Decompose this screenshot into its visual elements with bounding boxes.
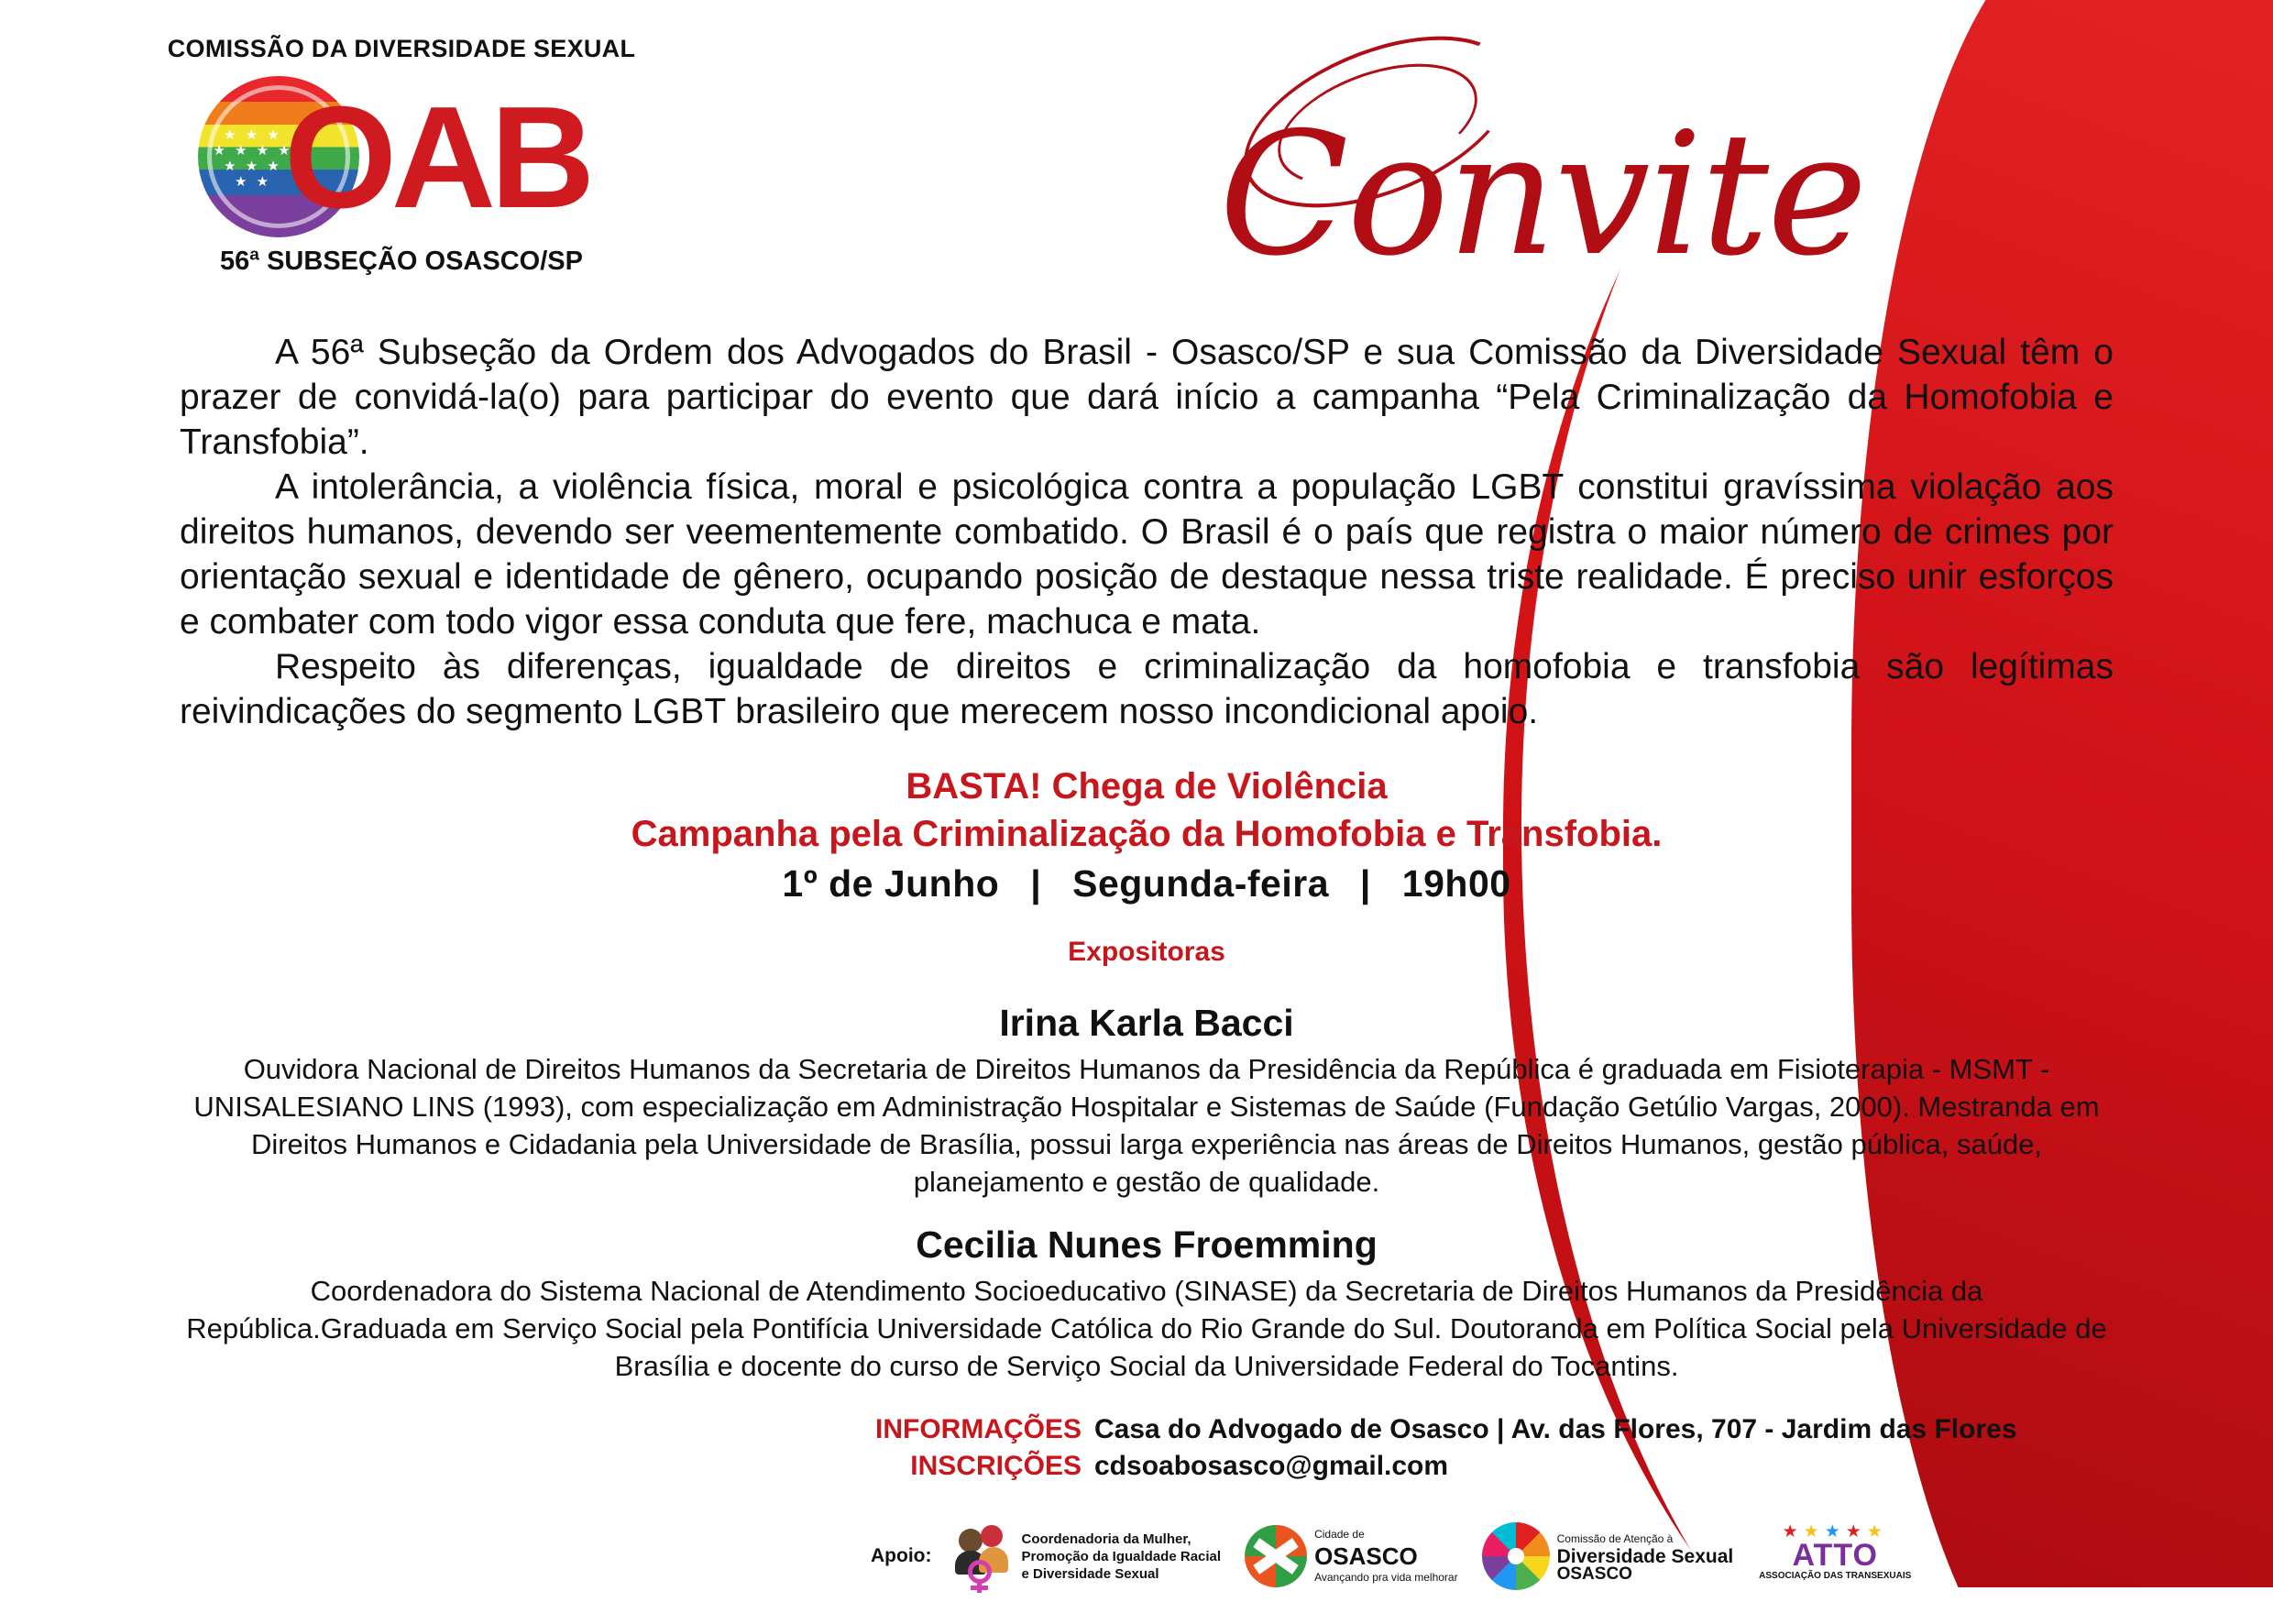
color-wheel-icon (1482, 1522, 1550, 1590)
sponsor-line-3: e Diversidade Sexual (1021, 1565, 1159, 1582)
sponsor-coordenadoria-mulher (955, 1523, 1221, 1589)
campaign-highlight (180, 763, 2114, 909)
sponsor-text (1314, 1526, 1458, 1586)
atto-logo-icon (1757, 1521, 1913, 1591)
atto-name: ATTO (1792, 1538, 1878, 1573)
speaker-name: Cecilia Nunes Froemming (916, 1223, 1378, 1266)
women-diversity-icon (955, 1523, 1012, 1589)
title-word: Convite (1219, 95, 1866, 293)
logo-bottom-text: 56ª SUBSEÇÃO OSASCO/SP (220, 247, 583, 276)
body-paragraph-3: Respeito às diferenças, igualdade de direitos e criminalização da homofobia e transfobia são legítimas reivindicações do segmento LGBT brasileiro que merecem nosso incondicional apoio. (180, 647, 2114, 731)
info-row-registration (825, 1448, 2126, 1485)
sponsor-prefeitura-osasco (1245, 1525, 1458, 1587)
speaker-bio: Ouvidora Nacional de Direitos Humanos da Secretaria de Direitos Humanos da Presidência da República é graduada em Fisioterapia - MSMT - UNISALESIANO LINS (1993), com especialização em Administração Hospitalar e Sistemas de Saúde (Fundação Getúlio Vargas, 2000). Mestranda em Direitos Humanos e Cidadania pela Universidade de Brasília, possui larga experiência nas áreas de Direitos Humanos, gestão pública, saúde, planejamento e gestão de qualidade. (193, 1053, 2100, 1198)
sponsor-line-2: Promoção da Igualdade Racial (1021, 1548, 1222, 1564)
osasco-city-icon (1245, 1525, 1307, 1587)
invitation-body (180, 330, 2114, 734)
logo-mark (172, 69, 631, 243)
sponsor-line-1: Comissão de Atenção à (1556, 1531, 1674, 1545)
sponsor-text (1021, 1531, 1221, 1583)
speakers-heading: Expositoras (1068, 937, 1225, 967)
info-label-inscricoes: INSCRIÇÕES (910, 1451, 1082, 1481)
oab-logo (163, 35, 640, 277)
info-value-email[interactable]: cdsoabosasco@gmail.com (1094, 1451, 1449, 1481)
speaker-name: Irina Karla Bacci (999, 1002, 1294, 1044)
atto-sub-1: ASSOCIAÇÃO DAS TRANSEXUAIS (1759, 1571, 1912, 1581)
sponsor-comissao-diversidade (1482, 1522, 1734, 1590)
body-paragraph-1: A 56ª Subseção da Ordem dos Advogados do Brasil - Osasco/SP e sua Comissão da Diversidade Sexual têm o prazer de convidá-la(o) para participar do evento que dará início a campanha “Pela Criminalização da Homofobia e Transfobia”. (180, 333, 2114, 462)
sponsor-line-3: OSASCO (1556, 1564, 1632, 1584)
sponsor-line-3: Avançando pra vida melhorar (1314, 1571, 1458, 1584)
contact-info (825, 1411, 2126, 1485)
sponsor-text (1557, 1531, 1734, 1583)
sponsor-line-1: Cidade de (1314, 1528, 1365, 1541)
apoio-label: Apoio: (871, 1545, 932, 1566)
sponsor-line-2: OSASCO (1314, 1542, 1418, 1570)
event-weekday: Segunda-feira (1072, 862, 1329, 905)
page-title-convite (1210, 55, 1943, 293)
campaign-slogan: BASTA! Chega de Violência (906, 766, 1388, 807)
oab-letters: OAB (284, 77, 590, 238)
stars-decoration: ★ ★ ★ ★ ★ ★ ★ ★ ★ ★ ★ ★ (213, 127, 293, 190)
datetime-separator-1: | (1030, 862, 1042, 905)
atto-stars: ★★★★★ (1782, 1522, 1888, 1542)
speaker-entry (180, 997, 2114, 1201)
datetime-separator-2: | (1359, 862, 1371, 905)
event-datetime (180, 858, 2114, 909)
campaign-name: Campanha pela Criminalização da Homofobia e Transfobia. (631, 814, 1663, 854)
info-label-informacoes: INFORMAÇÕES (875, 1414, 1082, 1444)
sponsor-line-2: Diversidade Sexual (1556, 1545, 1734, 1567)
speaker-entry (180, 1219, 2114, 1385)
logo-top-text: COMISSÃO DA DIVERSIDADE SEXUAL (167, 35, 636, 62)
sponsor-atto (1757, 1521, 1913, 1591)
body-paragraph-2: A intolerância, a violência física, moral e psicológica contra a população LGBT constitui gravíssima violação aos direitos humanos, devendo ser veementemente combatido. O Brasil é o país que registra o maior número de crimes por orientação sexual e identidade de gênero, ocupando posição de destaque nessa triste realidade. É preciso unir esforços e combater com todo vigor essa conduta que fere, machuca e mata. (180, 467, 2114, 642)
info-value-location: Casa do Advogado de Osasco | Av. das Flores, 707 - Jardim das Flores (1094, 1414, 2017, 1444)
event-date: 1º de Junho (782, 862, 1000, 905)
event-time: 19h00 (1401, 862, 1511, 905)
info-row-location (825, 1411, 2126, 1448)
speaker-bio: Coordenadora do Sistema Nacional de Atendimento Socioeducativo (SINASE) da Secretaria de Direitos Humanos da Presidência da República.Graduada em Serviço Social pela Pontifícia Universidade Católica do Rio Grande do Sul. Doutoranda em Política Social pela Universidade de Brasília e docente do curso de Serviço Social da Universidade Federal do Tocantins. (186, 1275, 2107, 1382)
sponsor-bar (871, 1501, 2154, 1611)
sponsor-line-1: Coordenadoria da Mulher, (1021, 1531, 1191, 1547)
